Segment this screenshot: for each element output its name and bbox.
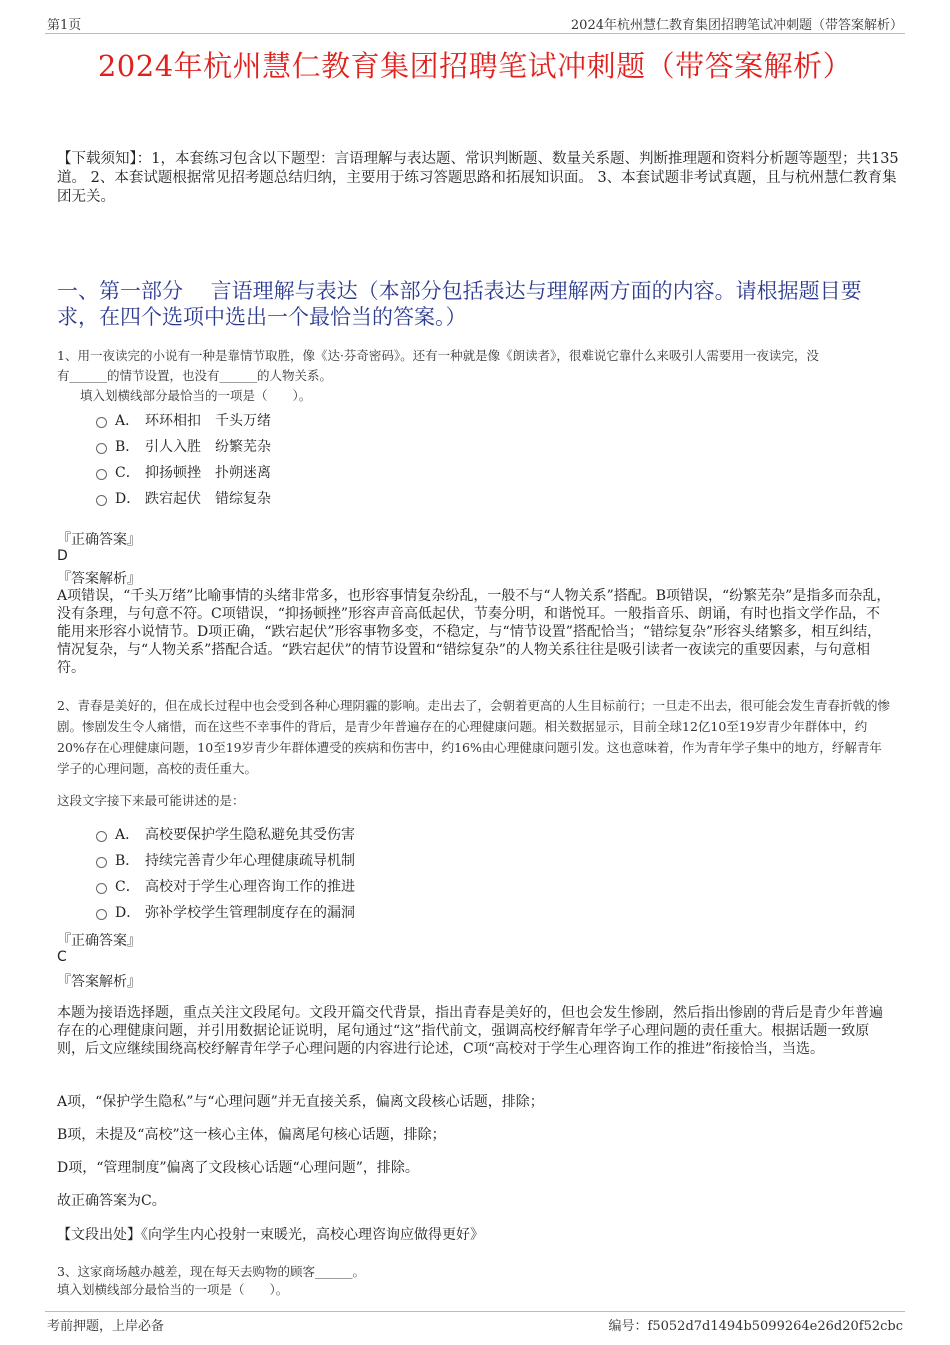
q1-option-c[interactable] (96, 462, 271, 482)
option-letter: A． (115, 413, 140, 429)
radio-icon[interactable] (96, 883, 107, 894)
q1-option-d[interactable] (96, 488, 271, 508)
radio-icon[interactable] (96, 417, 107, 428)
q1-answer-label: 『正确答案』 (57, 532, 141, 548)
option-text: 高校对于学生心理咨询工作的推进 (145, 879, 355, 895)
q2-option-a[interactable] (96, 824, 355, 844)
footer-doc-id: 编号：f5052d7d1494b5099264e26d20f52cbc (608, 1319, 903, 1334)
option-text: 环环相扣 千头万绪 (145, 413, 271, 429)
q2-option-d[interactable] (96, 902, 355, 922)
radio-icon[interactable] (96, 909, 107, 920)
header-doc-title: 2024年杭州慧仁教育集团招聘笔试冲刺题（带答案解析） (570, 18, 903, 33)
section-heading: 一、第一部分 言语理解与表达（本部分包括表达与理解两方面的内容。请根据题目要求，在四个选项中选出一个最恰当的答案。） (57, 279, 862, 329)
q2-source: 【文段出处】《向学生内心投射一束暖光，高校心理咨询应做得更好》 (57, 1227, 484, 1243)
option-text: 弥补学校学生管理制度存在的漏洞 (145, 905, 355, 921)
download-notice: 【下载须知】：1，本套练习包含以下题型：言语理解与表达题、常识判断题、数量关系题、判断推理题和资料分析题等题型；共135道。 2、本套试题根据常见招考题总结归纳，主要用于练习答题思路和拓展知识面。 3、本套试题非考试真题，且与杭州慧仁教育集团无关。 (57, 151, 899, 205)
header-divider (45, 33, 905, 34)
q2-analysis-main: 本题为接语选择题，重点关注文段尾句。文段开篇交代背景，指出青春是美好的，但也会发生惨剧，然后指出惨剧的背后是青少年普遍存在的心理健康问题，并引用数据论证说明，尾句通过“这”指代前文，强调高校纾解青年学子心理问题的责任重大。根据话题一致原则，后文应继续围绕高校纾解青年学子心理问题的内容进行论述，C项“高校对于学生心理咨询工作的推进”衔接恰当，当选。 (57, 1005, 883, 1057)
q2-answer: C (57, 949, 67, 965)
document-title: 2024年杭州慧仁教育集团招聘笔试冲刺题（带答案解析） (97, 49, 853, 83)
footer-slogan: 考前押题，上岸必备 (47, 1319, 165, 1334)
option-letter: B． (115, 853, 140, 869)
option-text: 持续完善青少年心理健康疏导机制 (145, 853, 355, 869)
q2-stem: 2、青春是美好的，但在成长过程中也会受到各种心理阴霾的影响。走出去了，会朝着更高的人生目标前行；一旦走不出去，很可能会发生青春折戟的惨剧。惨剧发生令人痛惜，而在这些不幸事件的背后，是青少年普遍存在的心理健康问题。相关数据显示，目前全球12亿10至19岁青少年群体中，约20%存在心理健康问题，10至19岁青少年群体遭受的疾病和伤害中，约16%由心理健康问题引发。这也意味着，作为青年学子集中的地方，纾解青年学子的心理问题，高校的责任重大。 (57, 698, 890, 776)
option-text: 抑扬顿挫 扑朔迷离 (145, 465, 271, 481)
q2-prompt: 这段文字接下来最可能讲述的是： (57, 793, 245, 808)
radio-icon[interactable] (96, 443, 107, 454)
option-letter: D． (115, 905, 141, 921)
q2-option-b[interactable] (96, 850, 355, 870)
q1-answer: D (57, 548, 68, 564)
q1-option-a[interactable] (96, 410, 271, 430)
q2-analysis-label: 『答案解析』 (57, 974, 141, 990)
option-text: 引人入胜 纷繁芜杂 (145, 439, 271, 455)
option-letter: D． (115, 491, 141, 507)
q1-analysis-label: 『答案解析』 (57, 571, 141, 587)
option-text: 跌宕起伏 错综复杂 (145, 491, 271, 507)
q1-prompt: 填入划横线部分最恰当的一项是（ ）。 (80, 388, 312, 403)
option-letter: B． (115, 439, 140, 455)
radio-icon[interactable] (96, 469, 107, 480)
q2-answer-label: 『正确答案』 (57, 933, 141, 949)
option-letter: C． (115, 465, 140, 481)
radio-icon[interactable] (96, 857, 107, 868)
q2-analysis-option-a: A项，“保护学生隐私”与“心理问题”并无直接关系，偏离文段核心话题，排除； (57, 1094, 544, 1110)
option-text: 高校要保护学生隐私避免其受伤害 (145, 827, 355, 843)
q3-stem: 3、这家商场越办越差，现在每天去购物的顾客______。 (57, 1264, 365, 1279)
q1-analysis: A项错误，“千头万绪”比喻事情的头绪非常多，也形容事情复杂纷乱，一般不与“人物关系”搭配。B项错误，“纷繁芜杂”是指多而杂乱，没有条理，与句意不符。C项错误，“抑扬顿挫”形容声音高低起伏，节奏分明，和谐悦耳。一般指音乐、朗诵，有时也指文学作品，不能用来形容小说情节。D项正确，“跌宕起伏”形容事物多变，不稳定，与“情节设置”搭配恰当；“错综复杂”形容头绪繁多，相互纠结，情况复杂，与“人物关系”搭配合适。“跌宕起伏”的情节设置和“错综复杂”的人物关系往往是吸引读者一夜读完的重要因素，与句意相符。 (57, 588, 891, 676)
page-number: 第1页 (47, 18, 82, 33)
q2-conclusion: 故正确答案为C。 (57, 1193, 166, 1209)
q2-option-c[interactable] (96, 876, 355, 896)
radio-icon[interactable] (96, 831, 107, 842)
q1-stem-line2: 有______的情节设置，也没有______的人物关系。 (57, 368, 333, 383)
footer-divider (45, 1311, 905, 1312)
q2-analysis-option-b: B项，未提及“高校”这一核心主体，偏离尾句核心话题，排除； (57, 1127, 446, 1143)
q1-stem-line1: 1、用一夜读完的小说有一种是靠情节取胜，像《达·芬奇密码》。还有一种就是像《朗读者》，很难说它靠什么来吸引人需要用一夜读完，没 (57, 348, 819, 363)
q1-option-b[interactable] (96, 436, 271, 456)
q3-prompt: 填入划横线部分最恰当的一项是（ ）。 (57, 1282, 289, 1297)
option-letter: C． (115, 879, 140, 895)
option-letter: A． (115, 827, 140, 843)
radio-icon[interactable] (96, 495, 107, 506)
q2-analysis-option-d: D项，“管理制度”偏离了文段核心话题“心理问题”，排除。 (57, 1160, 419, 1176)
